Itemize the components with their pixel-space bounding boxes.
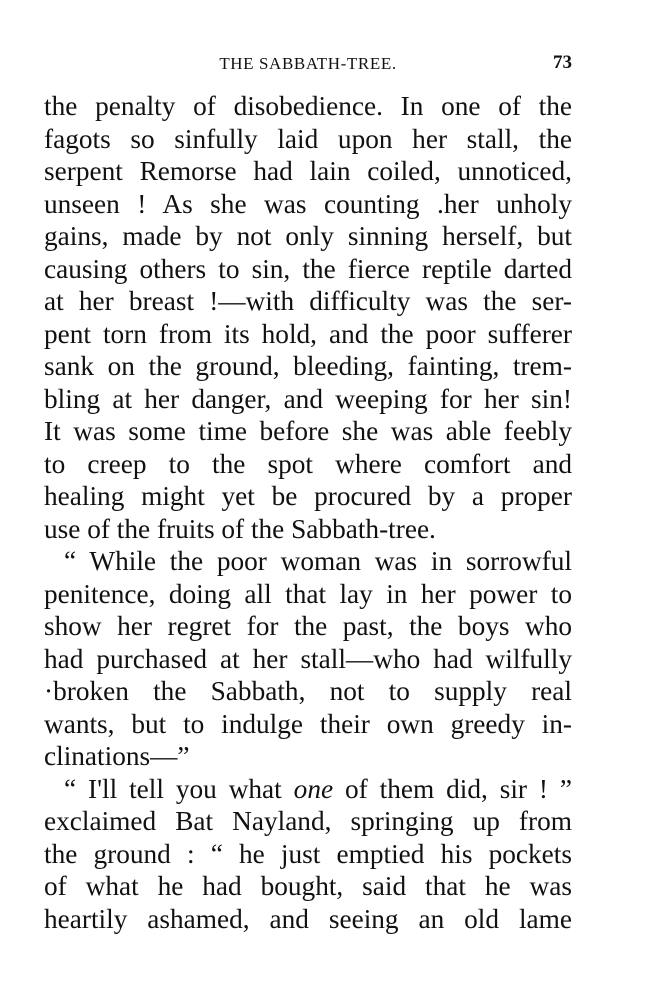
text-line: penitence, doing all that lay in her power to [44,578,572,609]
text-line: clinations—” [44,741,190,771]
running-title: THE SABBATH-TREE. [219,54,397,73]
text-line: serpent Remorse had lain coiled, unnoticed, [44,156,572,186]
text-line: unseen ! As she was counting .her unholy [44,188,572,219]
text-line: to creep to the spot where comfort and [44,448,572,479]
text-line: gains, made by not only sinning herself, but [44,221,572,251]
text-line: show her regret for the past, the boys who [44,611,572,641]
text-line: “ While the poor woman was in sorrowful [64,546,572,576]
text-line: pent torn from its hold, and the poor sufferer [44,318,572,349]
text-line: sank on the ground, bleeding, fainting, trem- [44,351,572,381]
text-segment: “ I'll tell you what [64,773,282,804]
text-segment: of them did, sir ! ” [333,773,573,804]
body-text [44,90,572,935]
text-line: had purchased at her stall—who had wilfully [44,643,572,674]
text-line: causing others to sin, the fierce reptile darted [44,253,572,284]
text-line: fagots so sinfully laid upon her stall, the [44,123,572,154]
page-number: 73 [553,52,572,73]
text-line [44,773,572,806]
text-line: exclaimed Bat Nayland, springing up from [44,806,572,836]
emphasis-text: one [293,773,334,804]
text-line: wants, but to indulge their own greedy in- [44,708,572,739]
text-line: It was some time before she was able feebly [44,416,572,446]
text-line: use of the fruits of the Sabbath-tree. [44,513,436,544]
text-line: healing might yet be procured by a proper [44,481,572,511]
running-head [44,50,572,74]
text-line: heartily ashamed, and seeing an old lame [44,903,572,934]
text-line: ·broken the Sabbath, not to supply real [44,676,572,706]
text-line: of what he had bought, said that he was [44,871,572,901]
text-line: at her breast !—with difficulty was the ser- [44,286,572,316]
text-line: the ground : “ he just emptied his pockets [44,838,572,869]
text-line: the penalty of disobedience. In one of the [44,91,572,121]
text-line: bling at her danger, and weeping for her sin! [44,383,572,414]
